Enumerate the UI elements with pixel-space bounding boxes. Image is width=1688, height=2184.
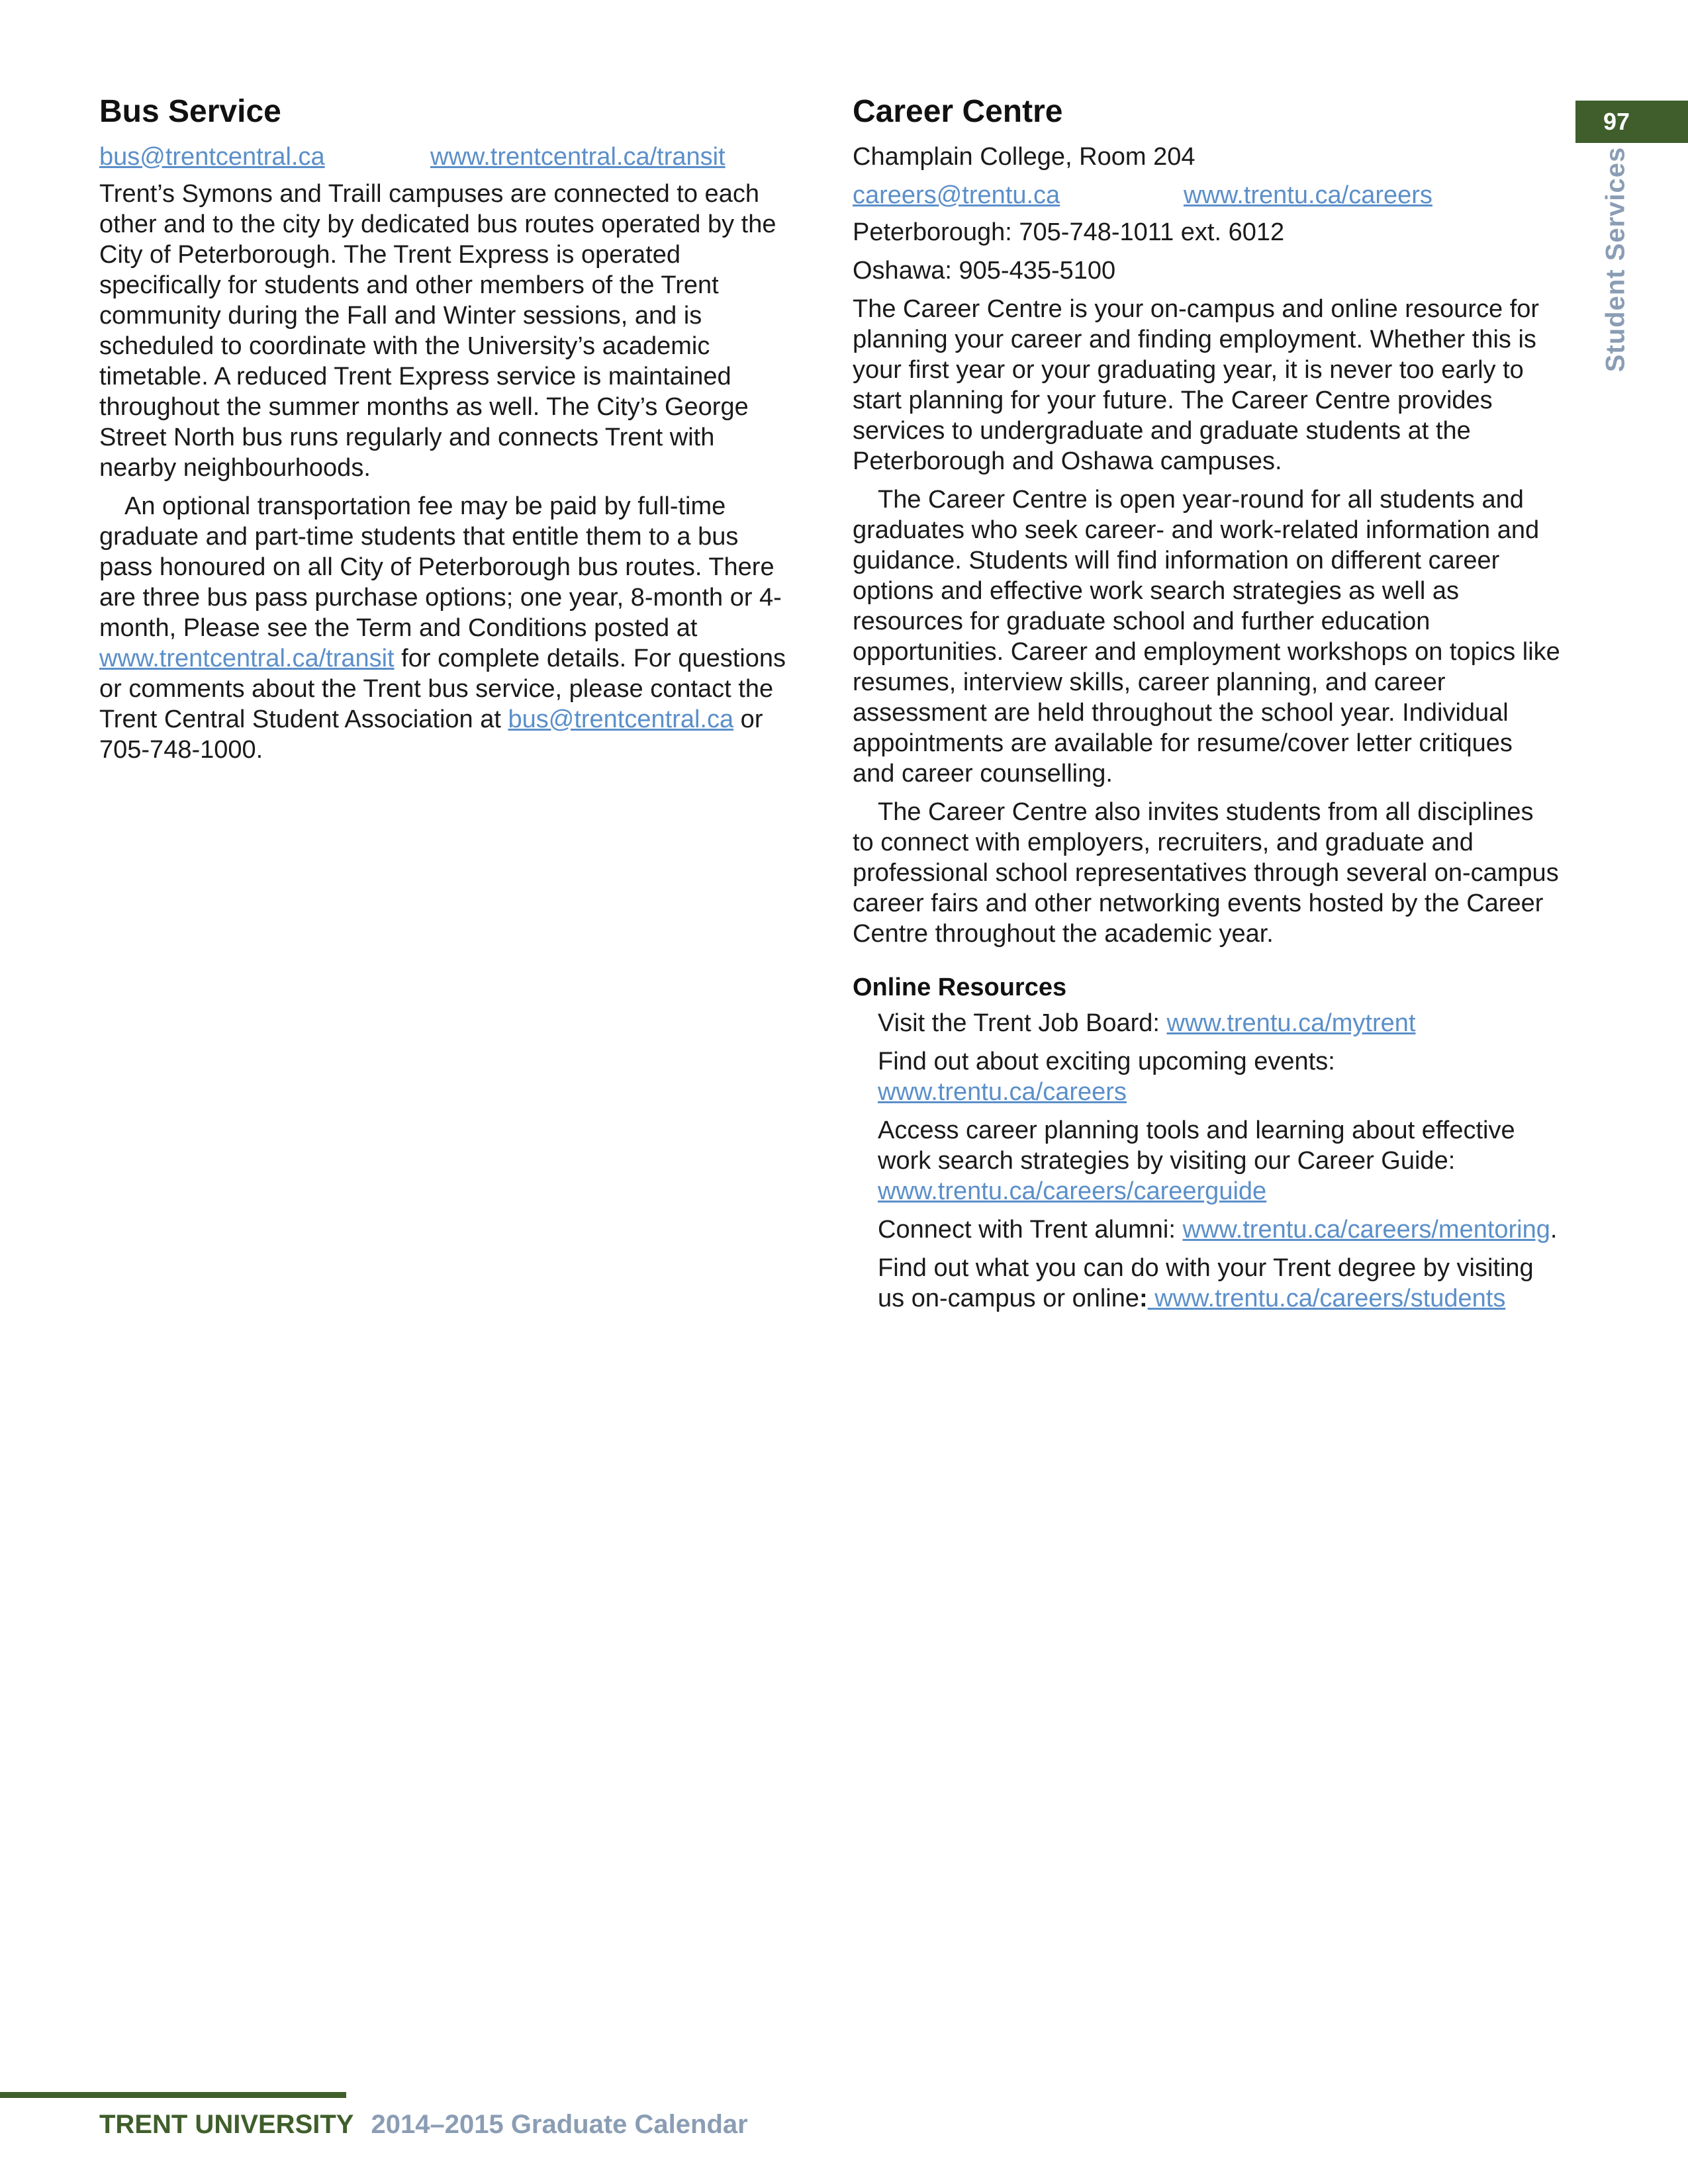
resource-link-careers[interactable]: www.trentu.ca/careers	[878, 1078, 1127, 1107]
bus-service-section	[99, 93, 794, 773]
career-phone-peterborough: Peterborough: 705-748-1011 ext. 6012	[853, 218, 1285, 246]
resource-link-careerguide[interactable]: www.trentu.ca/careers/careerguide	[878, 1177, 1267, 1206]
career-phone-oshawa: Oshawa: 905-435-5100	[853, 256, 1116, 285]
resource-item: Connect with Trent alumni: www.trentu.ca/careers/mentoring.	[878, 1216, 1558, 1244]
career-email-link[interactable]: careers@trentu.ca	[853, 181, 1060, 209]
page-number-tab: 97	[1575, 101, 1688, 143]
resource-item: Visit the Trent Job Board: www.trentu.ca/mytrent	[878, 1009, 1416, 1038]
resource-item: Access career planning tools and learning about effective work search strategies by visiting our Career Guide: www.trentu.ca/careers/careerguide	[878, 1116, 1515, 1206]
bus-contact-row	[99, 142, 794, 172]
bus-paragraph-1: Trent’s Symons and Traill campuses are connected to each other and to the city by dedicated bus routes operated by the City of Peterborough. The Trent Express is operated specifically for students and other members of the Trent community during the Fall and Winter sessions, and is scheduled to coordinate with the University’s academic timetable. A reduced Trent Express service is maintained throughout the summer months as well. The City’s George Street North bus runs regularly and connects Trent with nearby neighbourhoods.	[99, 179, 776, 482]
page-footer	[99, 2110, 748, 2140]
footer-calendar: 2014–2015 Graduate Calendar	[371, 2110, 748, 2139]
career-paragraph-3: The Career Centre also invites students from all disciplines to connect with employers, recruiters, and graduate and professional school representatives through several on-campus career fairs and other networking events hosted by the Career Centre throughout the academic year.	[853, 797, 1559, 948]
resource-item: Find out about exciting upcoming events: www.trentu.ca/careers	[878, 1048, 1335, 1107]
bus-transit-link[interactable]: www.trentcentral.ca/transit	[99, 644, 395, 672]
bus-email-inline-link[interactable]: bus@trentcentral.ca	[508, 705, 734, 733]
career-contact-row	[853, 180, 1561, 210]
resource-link-students[interactable]: www.trentu.ca/careers/students	[1147, 1285, 1506, 1313]
bus-web-link[interactable]: www.trentcentral.ca/transit	[430, 142, 726, 171]
resource-item: Find out what you can do with your Trent degree by visiting us on-campus or online: www.trentu.ca/careers/students	[878, 1254, 1534, 1313]
footer-university: TRENT UNIVERSITY	[99, 2110, 354, 2139]
footer-rule	[0, 2092, 346, 2098]
bus-service-heading: Bus Service	[99, 94, 281, 129]
resource-link-mentoring[interactable]: www.trentu.ca/careers/mentoring	[1182, 1216, 1550, 1244]
online-resources-heading: Online Resources	[853, 973, 1067, 1001]
career-centre-heading: Career Centre	[853, 94, 1063, 129]
career-centre-section	[853, 93, 1561, 1322]
career-paragraph-1: The Career Centre is your on-campus and online resource for planning your career and finding employment. Whether this is your first year or your graduating year, it is never too early to start planning for your future. The Career Centre provides services to undergraduate and graduate students at the Peterborough and Oshawa campuses.	[853, 295, 1540, 475]
career-web-link[interactable]: www.trentu.ca/careers	[1184, 181, 1432, 209]
career-paragraph-2: The Career Centre is open year-round for all students and graduates who seek career- and work-related information and guidance. Students will find information on different career options and effective work search strategies as well as resources for graduate school and further education opportunities. Career and employment workshops on topics like resumes, interview skills, career planning, and career assessment are held throughout the school year. Individual appointments are available for resume/cover letter critiques and career counselling.	[853, 485, 1560, 788]
resource-link-mytrent[interactable]: www.trentu.ca/mytrent	[1166, 1009, 1416, 1038]
section-side-label: Student Services	[1601, 146, 1630, 373]
bus-paragraph-2: An optional transportation fee may be paid by full-time graduate and part-time students that entitle them to a bus pass honoured on all City of Peterborough bus routes. There are three bus pass purchase options; one year, 8-month or 4-month, Please see the Term and Conditions posted at www.trentcentral.ca/transit for complete details. For questions or comments about the Trent bus service, please contact the Trent Central Student Association at bus@trentcentral.ca or 705-748-1000.	[99, 492, 786, 764]
bus-email-link[interactable]: bus@trentcentral.ca	[99, 142, 325, 171]
career-location: Champlain College, Room 204	[853, 142, 1196, 171]
